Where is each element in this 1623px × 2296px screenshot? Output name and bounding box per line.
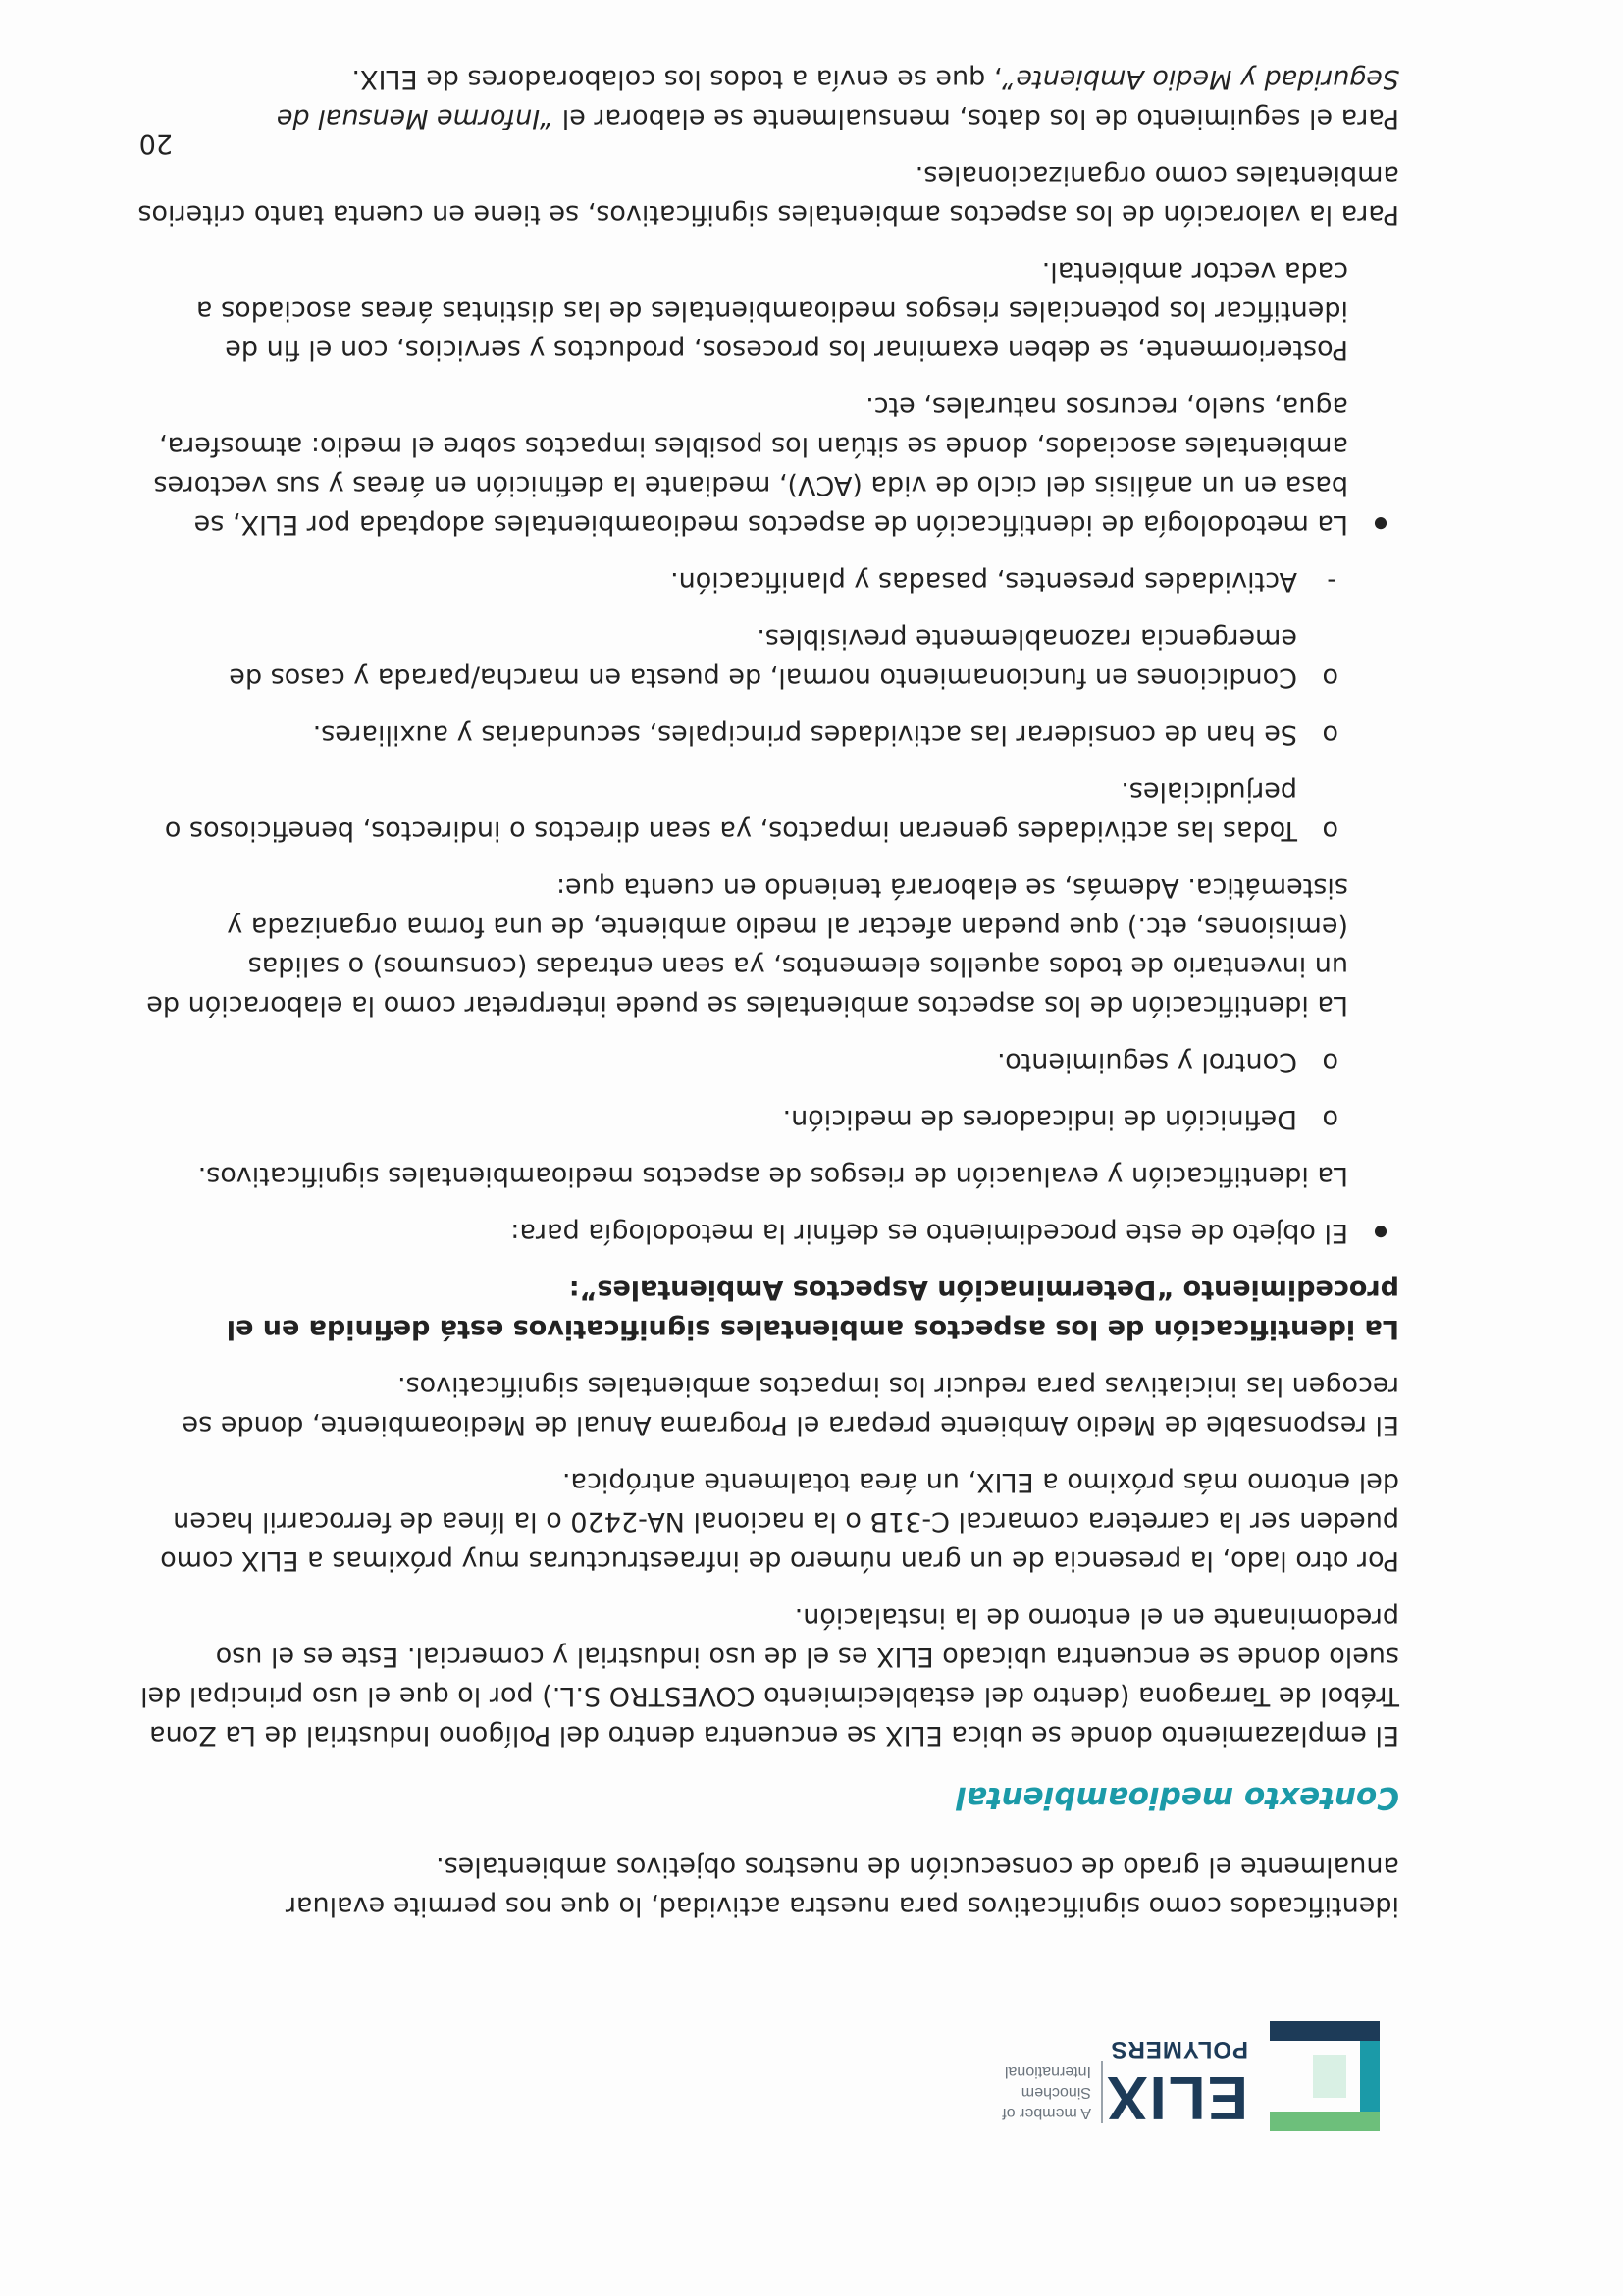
elix-logo bbox=[1002, 2013, 1380, 2131]
dash-list bbox=[133, 561, 1348, 600]
monitoring-suffix: , que se envía a todos los colaboradores de ELIX. bbox=[351, 64, 1003, 94]
sub-item: o Definición de indicadores de medición. bbox=[133, 1099, 1348, 1138]
bullet-2-text: Posteriormente, se deben examinar los procesos, productos y servicios, con el fin de identificar los potenciales riesgos medioambientales de las distintas áreas asociados a cada vector ambiental. bbox=[195, 256, 1348, 365]
bullet-item-methodology: ● La metodología de identificación de aspectos medioambientales adoptada por ELIX, se basa en un análisis del ciclo de vida (ACV), mediante la definición en áreas y sus vectores ambientales asociados, donde se sitúan los posibles impactos sobre el medio: atmosfera, agua, suelo, recursos naturales, etc. bbox=[133, 387, 1399, 544]
page-number: 20 bbox=[138, 129, 173, 159]
sub-list-1 bbox=[133, 1042, 1348, 1138]
procedure-bold-paragraph: La identificación de los aspectos ambientales significativos está definida en el procedimiento “Determinación Aspectos Ambientales”: bbox=[226, 1275, 1399, 1344]
elix-logo-mark-icon bbox=[1270, 2021, 1380, 2131]
context-paragraph-1: El emplazamiento donde se ubica ELIX se encuentra dentro del Polígono Industrial de La Zona Trébol de Tarragona (dentro del establecimiento COVESTRO S.L.) por lo que el uso principal del suelo donde se encuentra ubicado ELIX es el de uso industrial y comercial. Este es el uso predominante en el entorno de la instalación. bbox=[140, 1602, 1399, 1750]
bullet-item-objective: ● El objeto de este procedimiento es definir la metodología para: bbox=[133, 1213, 1399, 1252]
monitoring-paragraph bbox=[133, 59, 1399, 137]
dash-item: - Actividades presentes, pasadas y planificación. bbox=[133, 561, 1348, 600]
bullet-1-text-2: La identificación de los aspectos ambientales se puede interpretar como la elaboración de un inventario de todos aquellos elementos, ya sean entradas (consumos) o salidas (emisiones, etc.) que puedan afectar al medio ambiente, de una forma organizada y sistemática. Además, se elaborará teniendo en cuenta que: bbox=[146, 872, 1348, 1020]
context-paragraph-2: Por otro lado, la presencia de un gran número de infraestructuras muy próximas a ELIX como pueden ser la carretera comarcal C-31B o la nacional NA-2420 o la línea de ferrocarril hacen del entorno más próximo a ELIX, un área totalmente antrópica. bbox=[160, 1467, 1399, 1576]
logo-brand-text: ELIX bbox=[1105, 2063, 1248, 2131]
logo-tag-line-1: A member of bbox=[1002, 2105, 1091, 2121]
section-title: Contexto medioambiental bbox=[956, 1780, 1399, 1815]
sub-item: o Todas las actividades generan impactos, ya sean directos o indirectos, beneficiosos o perjudiciales. bbox=[133, 771, 1348, 850]
bullet-1-text: La identificación y evaluación de riesgos de aspectos medioambientales significativos. bbox=[197, 1161, 1348, 1191]
sub-item: o Se han de considerar las actividades principales, secundarias y auxiliares. bbox=[133, 714, 1348, 754]
bullet-list-2 bbox=[133, 387, 1399, 544]
monitoring-prefix: Para el seguimiento de los datos, mensualmente se elaborar el bbox=[553, 103, 1399, 133]
logo-sub-text: POLYMERS bbox=[1110, 2036, 1248, 2062]
sub-item: o Control y seguimiento. bbox=[133, 1042, 1348, 1081]
valuation-paragraph: Para la valoración de los aspectos ambientales significativos, se tiene en cuenta tanto criterios ambientales como organizacionales. bbox=[137, 160, 1399, 230]
sub-list-2 bbox=[133, 618, 1348, 850]
sub-item: o Condiciones en funcionamiento normal, de puesta en marcha/parada y casos de emergencia razonablemente previsibles. bbox=[133, 618, 1348, 697]
intro-paragraph: identificados como significativos para nuestra actividad, lo que nos permite evaluar anualmente el grado de consecución de nuestros objetivos ambientales. bbox=[285, 1852, 1399, 1921]
context-paragraph-3: El responsable de Medio Ambiente prepara el Programa Anual de Medioambiente, donde se recogen las iniciativas para reducir los impactos ambientales significativos. bbox=[182, 1371, 1399, 1440]
bullet-list-1 bbox=[133, 1213, 1399, 1252]
monthly-report-title: “Informe Mensual de Seguridad y Medio Ambiente” bbox=[276, 64, 1399, 133]
logo-tagline bbox=[983, 2061, 1103, 2123]
logo-tag-line-3: International bbox=[1004, 2063, 1091, 2080]
logo-tag-line-2: Sinochem bbox=[1021, 2084, 1091, 2101]
document-body bbox=[133, 41, 1399, 1925]
